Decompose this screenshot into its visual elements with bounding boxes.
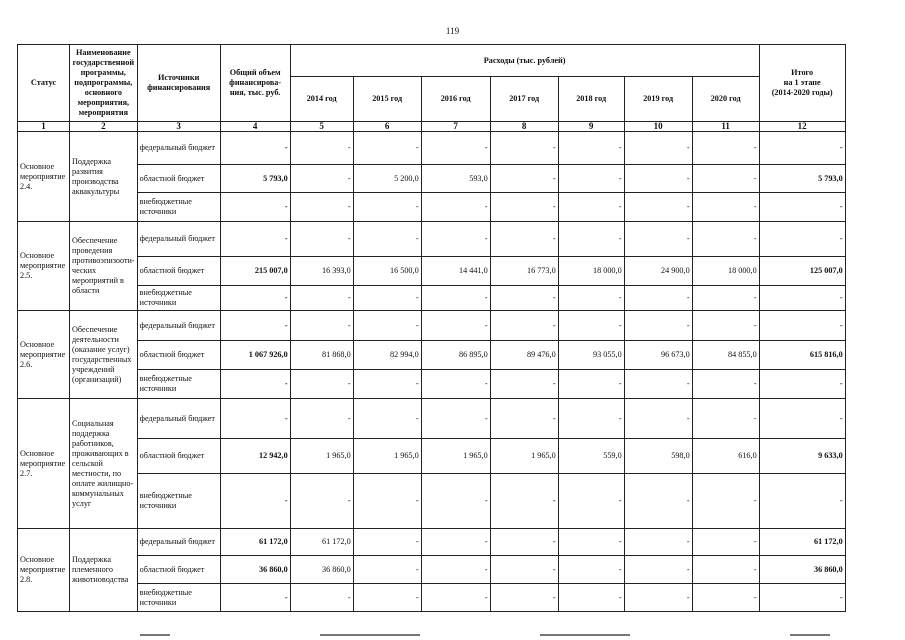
table-row (18, 165, 846, 193)
year-value-cell: 559,0 (558, 439, 624, 474)
total-volume-cell: 1 067 926,0 (220, 341, 290, 370)
stage-total-cell: - (759, 222, 845, 257)
year-value-cell: 86 895,0 (421, 341, 490, 370)
year-value-cell: - (692, 165, 759, 193)
year-value-cell: 36 860,0 (290, 556, 353, 584)
year-value-cell: - (290, 399, 353, 439)
year-value-cell: 24 900,0 (624, 257, 692, 286)
year-value-cell: - (421, 222, 490, 257)
year-value-cell: - (290, 222, 353, 257)
table-row (18, 286, 846, 311)
year-value-cell: - (353, 193, 421, 222)
year-value-cell: - (490, 399, 558, 439)
source-cell: областной бюджет (137, 341, 220, 370)
year-value-cell: - (421, 474, 490, 529)
year-value-cell: - (558, 132, 624, 165)
header-year: 2018 год (558, 77, 624, 122)
year-value-cell: - (490, 474, 558, 529)
stage-total-cell: 615 816,0 (759, 341, 845, 370)
table-row (18, 341, 846, 370)
header-year: 2019 год (624, 77, 692, 122)
year-value-cell: - (290, 193, 353, 222)
source-cell: внебюджетные источники (137, 584, 220, 612)
stage-total-cell: - (759, 584, 845, 612)
year-value-cell: - (421, 399, 490, 439)
year-value-cell: - (290, 165, 353, 193)
header-year: 2015 год (353, 77, 421, 122)
source-cell: внебюджетные источники (137, 286, 220, 311)
total-volume-cell: 61 172,0 (220, 529, 290, 556)
year-value-cell: - (624, 370, 692, 399)
status-cell: Основное мероприятие 2.6. (18, 311, 70, 399)
total-volume-cell: 12 942,0 (220, 439, 290, 474)
budget-table (17, 44, 846, 612)
year-value-cell: - (558, 286, 624, 311)
scan-edge-mark (320, 634, 420, 636)
source-cell: областной бюджет (137, 439, 220, 474)
year-value-cell: 1 965,0 (353, 439, 421, 474)
year-value-cell: - (558, 193, 624, 222)
column-number: 2 (70, 122, 138, 132)
year-value-cell: 82 994,0 (353, 341, 421, 370)
column-number: 3 (137, 122, 220, 132)
year-value-cell: 84 855,0 (692, 341, 759, 370)
column-number: 11 (692, 122, 759, 132)
year-value-cell: - (353, 286, 421, 311)
year-value-cell: - (692, 370, 759, 399)
year-value-cell: - (421, 529, 490, 556)
year-value-cell: - (490, 222, 558, 257)
table-row (18, 439, 846, 474)
table-row (18, 399, 846, 439)
year-value-cell: - (624, 193, 692, 222)
year-value-cell: - (692, 132, 759, 165)
year-value-cell: - (692, 474, 759, 529)
year-value-cell: 89 476,0 (490, 341, 558, 370)
source-cell: внебюджетные источники (137, 474, 220, 529)
stage-total-cell: - (759, 399, 845, 439)
source-cell: федеральный бюджет (137, 311, 220, 341)
table-row (18, 474, 846, 529)
total-volume-cell: - (220, 286, 290, 311)
program-name-cell: Поддержка племенного животноводства (70, 529, 138, 612)
year-value-cell: - (353, 474, 421, 529)
year-value-cell: - (353, 222, 421, 257)
year-value-cell: 93 055,0 (558, 341, 624, 370)
total-volume-cell: - (220, 311, 290, 341)
total-volume-cell: - (220, 132, 290, 165)
program-name-cell: Обеспечение проведения противоэпизооти-ческих мероприятий в области (70, 222, 138, 311)
total-volume-cell: - (220, 370, 290, 399)
year-value-cell: - (290, 584, 353, 612)
header-total-volume: Общий объем финансирова-ния, тыс. руб. (220, 45, 290, 122)
year-value-cell: - (290, 370, 353, 399)
year-value-cell: - (558, 222, 624, 257)
status-cell: Основное мероприятие 2.5. (18, 222, 70, 311)
year-value-cell: - (421, 193, 490, 222)
year-value-cell: - (624, 286, 692, 311)
stage-total-cell: 125 007,0 (759, 257, 845, 286)
year-value-cell: - (490, 132, 558, 165)
table-row (18, 311, 846, 341)
status-cell: Основное мероприятие 2.8. (18, 529, 70, 612)
year-value-cell: - (558, 584, 624, 612)
column-number: 1 (18, 122, 70, 132)
year-value-cell: - (421, 584, 490, 612)
scan-edge-mark (790, 634, 830, 636)
source-cell: областной бюджет (137, 165, 220, 193)
year-value-cell: - (558, 399, 624, 439)
year-value-cell: - (692, 311, 759, 341)
column-number: 7 (421, 122, 490, 132)
stage-total-cell: 36 860,0 (759, 556, 845, 584)
year-value-cell: - (421, 556, 490, 584)
year-value-cell: - (624, 529, 692, 556)
year-value-cell: - (692, 193, 759, 222)
year-value-cell: - (353, 311, 421, 341)
total-volume-cell: - (220, 584, 290, 612)
year-value-cell: - (558, 556, 624, 584)
year-value-cell: - (692, 556, 759, 584)
total-volume-cell: - (220, 222, 290, 257)
year-value-cell: - (490, 286, 558, 311)
year-value-cell: - (558, 165, 624, 193)
total-volume-cell: - (220, 399, 290, 439)
source-cell: федеральный бюджет (137, 399, 220, 439)
status-cell: Основное мероприятие 2.4. (18, 132, 70, 222)
year-value-cell: 1 965,0 (421, 439, 490, 474)
year-value-cell: - (692, 584, 759, 612)
program-name-cell: Социальная поддержка работников, проживающих в сельской местности, по оплате жилищно-коммунальных услуг (70, 399, 138, 529)
total-volume-cell: 215 007,0 (220, 257, 290, 286)
program-name-cell: Поддержка развития производства аквакультуры (70, 132, 138, 222)
year-value-cell: - (692, 399, 759, 439)
stage-total-cell: - (759, 286, 845, 311)
year-value-cell: - (353, 132, 421, 165)
scan-edge-mark (140, 634, 170, 636)
column-number: 10 (624, 122, 692, 132)
year-value-cell: - (490, 584, 558, 612)
source-cell: внебюджетные источники (137, 370, 220, 399)
year-value-cell: - (421, 311, 490, 341)
year-value-cell: - (353, 399, 421, 439)
scan-edge-mark (540, 634, 630, 636)
program-name-cell: Обеспечение деятельности (оказание услуг) государственных учреждений (организаций) (70, 311, 138, 399)
year-value-cell: - (490, 165, 558, 193)
header-expenses: Расходы (тыс. рублей) (290, 45, 759, 77)
year-value-cell: - (353, 370, 421, 399)
year-value-cell: - (558, 529, 624, 556)
header-status: Статус (18, 45, 70, 122)
header-year: 2020 год (692, 77, 759, 122)
column-number: 9 (558, 122, 624, 132)
year-value-cell: 96 673,0 (624, 341, 692, 370)
source-cell: внебюджетные источники (137, 193, 220, 222)
year-value-cell: - (290, 132, 353, 165)
column-number: 4 (220, 122, 290, 132)
header-year: 2017 год (490, 77, 558, 122)
column-number: 12 (759, 122, 845, 132)
header-total-stage: Итого на 1 этапе (2014-2020 годы) (759, 45, 845, 122)
stage-total-cell: 61 172,0 (759, 529, 845, 556)
year-value-cell: - (490, 370, 558, 399)
year-value-cell: - (624, 474, 692, 529)
stage-total-cell: 5 793,0 (759, 165, 845, 193)
year-value-cell: - (290, 311, 353, 341)
year-value-cell: 81 868,0 (290, 341, 353, 370)
header-year: 2014 год (290, 77, 353, 122)
year-value-cell: - (692, 529, 759, 556)
year-value-cell: - (624, 556, 692, 584)
year-value-cell: 16 773,0 (490, 257, 558, 286)
stage-total-cell: - (759, 193, 845, 222)
column-number: 6 (353, 122, 421, 132)
year-value-cell: - (692, 286, 759, 311)
source-cell: областной бюджет (137, 556, 220, 584)
source-cell: федеральный бюджет (137, 222, 220, 257)
header-sources: Источники финансирования (137, 45, 220, 122)
stage-total-cell: - (759, 370, 845, 399)
header-program-name: Наименование государственной программы, подпрограммы, основного мероприятия, мероприятия (70, 45, 138, 122)
year-value-cell: - (558, 370, 624, 399)
year-value-cell: - (624, 399, 692, 439)
year-value-cell: 16 393,0 (290, 257, 353, 286)
stage-total-cell: - (759, 132, 845, 165)
year-value-cell: - (624, 222, 692, 257)
table-row (18, 193, 846, 222)
stage-total-cell: 9 633,0 (759, 439, 845, 474)
year-value-cell: 16 500,0 (353, 257, 421, 286)
year-value-cell: - (490, 556, 558, 584)
year-value-cell: 61 172,0 (290, 529, 353, 556)
stage-total-cell: - (759, 311, 845, 341)
year-value-cell: - (624, 311, 692, 341)
year-value-cell: - (490, 529, 558, 556)
year-value-cell: 593,0 (421, 165, 490, 193)
year-value-cell: 598,0 (624, 439, 692, 474)
source-cell: областной бюджет (137, 257, 220, 286)
year-value-cell: - (624, 165, 692, 193)
year-value-cell: 14 441,0 (421, 257, 490, 286)
table-row (18, 556, 846, 584)
total-volume-cell: - (220, 474, 290, 529)
year-value-cell: - (624, 132, 692, 165)
source-cell: федеральный бюджет (137, 132, 220, 165)
year-value-cell: - (421, 132, 490, 165)
table-row (18, 132, 846, 165)
year-value-cell: 1 965,0 (290, 439, 353, 474)
stage-total-cell: - (759, 474, 845, 529)
year-value-cell: - (692, 222, 759, 257)
source-cell: федеральный бюджет (137, 529, 220, 556)
column-number: 5 (290, 122, 353, 132)
year-value-cell: - (490, 193, 558, 222)
year-value-cell: - (558, 311, 624, 341)
year-value-cell: - (353, 529, 421, 556)
status-cell: Основное мероприятие 2.7. (18, 399, 70, 529)
year-value-cell: - (421, 370, 490, 399)
year-value-cell: - (353, 556, 421, 584)
page-number: 119 (445, 26, 460, 36)
header-year: 2016 год (421, 77, 490, 122)
table-row (18, 584, 846, 612)
year-value-cell: - (421, 286, 490, 311)
year-value-cell: - (490, 311, 558, 341)
year-value-cell: - (558, 474, 624, 529)
year-value-cell: - (290, 474, 353, 529)
total-volume-cell: 36 860,0 (220, 556, 290, 584)
total-volume-cell: 5 793,0 (220, 165, 290, 193)
table-row (18, 370, 846, 399)
year-value-cell: - (624, 584, 692, 612)
year-value-cell: - (353, 584, 421, 612)
year-value-cell: - (290, 286, 353, 311)
year-value-cell: 1 965,0 (490, 439, 558, 474)
total-volume-cell: - (220, 193, 290, 222)
table-row (18, 222, 846, 257)
year-value-cell: 5 200,0 (353, 165, 421, 193)
table-row (18, 257, 846, 286)
year-value-cell: 18 000,0 (558, 257, 624, 286)
column-number: 8 (490, 122, 558, 132)
year-value-cell: 18 000,0 (692, 257, 759, 286)
year-value-cell: 616,0 (692, 439, 759, 474)
table-row (18, 529, 846, 556)
